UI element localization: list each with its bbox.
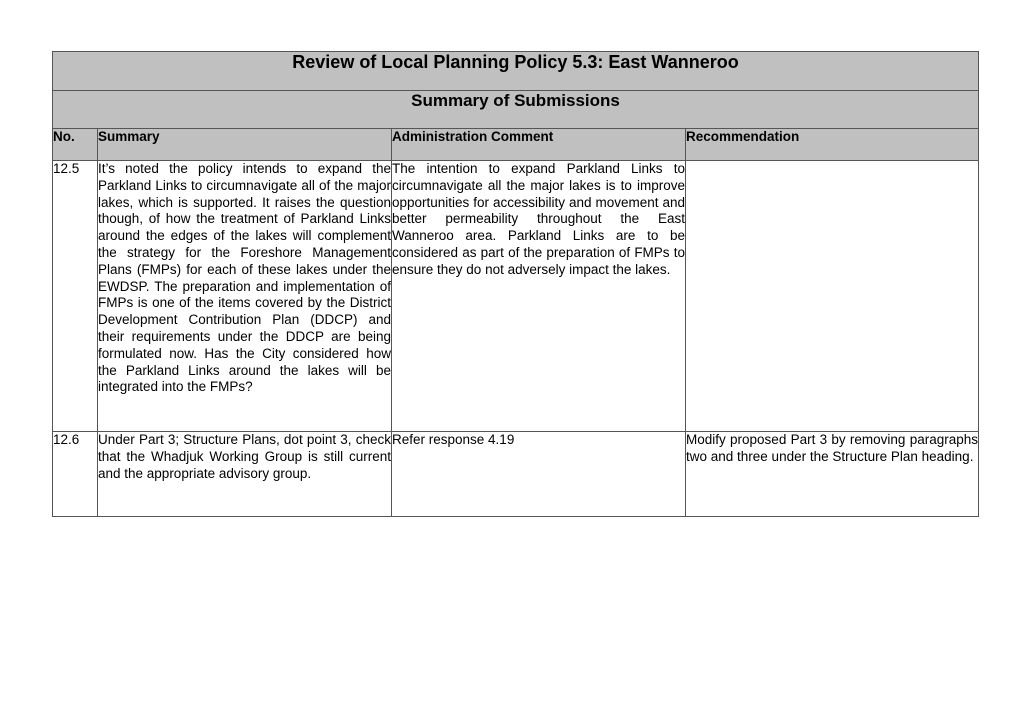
row-summary: It’s noted the policy intends to expand the Parkland Links to circumnavigate all of the major lakes, which is supported. It raises the question though, of how the treatment of Parkland Links around the edges of the lakes will complement the strategy for the Foreshore Management Plans (FMPs) for each of these lakes under the EWDSP. The preparation and implementation of FMPs is one of the items covered by the District Development Contribution Plan (DDCP) and their requirements under the DDCP are being formulated now. Has the City considered how the Parkland Links around the lakes will be integrated into the FMPs? — [98, 161, 392, 432]
header-recommendation: Recommendation — [686, 129, 979, 161]
row-summary: Under Part 3; Structure Plans, dot point 3, check that the Whadjuk Working Group is still current and the appropriate advisory group. — [98, 432, 392, 517]
table-row — [53, 432, 979, 517]
row-number: 12.5 — [53, 161, 98, 432]
row-recommendation — [686, 161, 979, 432]
table-row — [53, 161, 979, 432]
document-subtitle: Summary of Submissions — [53, 91, 979, 129]
subtitle-row — [53, 91, 979, 129]
submissions-table — [52, 51, 979, 517]
row-admin-comment: Refer response 4.19 — [392, 432, 686, 517]
header-no: No. — [53, 129, 98, 161]
table-header-row — [53, 129, 979, 161]
row-admin-comment: The intention to expand Parkland Links to circumnavigate all the major lakes is to improve opportunities for accessibility and movement and better permeability throughout the East Wanneroo area. Parkland Links are to be considered as part of the preparation of FMPs to ensure they do not adversely impact the lakes. — [392, 161, 686, 432]
title-row — [53, 52, 979, 91]
header-admin-comment: Administration Comment — [392, 129, 686, 161]
row-number: 12.6 — [53, 432, 98, 517]
document-title: Review of Local Planning Policy 5.3: East Wanneroo — [53, 52, 979, 91]
row-recommendation: Modify proposed Part 3 by removing paragraphs two and three under the Structure Plan heading. — [686, 432, 979, 517]
header-summary: Summary — [98, 129, 392, 161]
